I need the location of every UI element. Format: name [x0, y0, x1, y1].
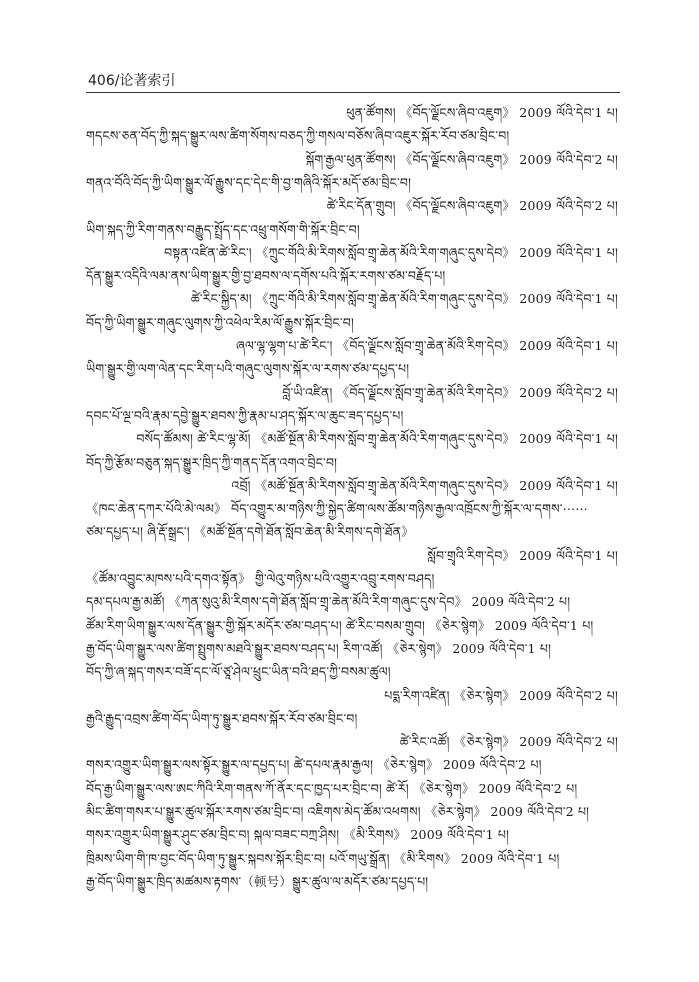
citation-line: བློ་ཡི་འཛིན། 《བོད་ལྗོངས་སློབ་གྲྭ་ཆེན་མོའི་རིག་དེབ》 2009 ལོའི་དེབ་2 པ།	[282, 384, 618, 400]
citation-line: བསྟན་འཛིན་ཚེ་རིང་། 《ཀྲུང་གོའི་མི་རིགས་སློབ་གྲྭ་ཆེན་མོའི་རིག་གཞུང་དུས་དེབ》 2009 ལོའི་དེབ་1 པ།	[164, 244, 618, 260]
entry-title-line: བོད་ཀྱི་རྩོམ་བཅུན་སྐད་སྒྱུར་ཁྲིད་ཀྱི་གནད་དོན་འགའ་བྲིང་བ།	[86, 454, 338, 470]
citation-line: ཕུན་ཚོགས། 《བོད་ལྗོངས་ཞིབ་འཇུག》 2009 ལོའི་དེབ་1 པ།	[346, 105, 618, 120]
section-title: 论著索引	[119, 73, 176, 89]
citation-line: བསོད་ཚོམས། ཚེ་རིང་ལྷ་མོ། 《མཚོ་སྔོན་མི་རིགས་སློབ་གྲྭ་ཆེན་མོའི་རིག་གཞུང་དུས་དེབ》 2009 ལོའི་དེབ་1 པ།	[136, 431, 618, 447]
entry-title-line: གསར་འགྱུར་ཡིག་སྒྱུར་ལས་སྟོར་སྒྱུར་ལ་དཔྱད་པ། ཚེ་དཔལ་རྣམ་རྒྱལ། 《ཅེར་སྙེག》 2009 ལོའི་དེབ་2 པ།	[86, 757, 542, 773]
entry-title-line: རྒྱ་བོད་ཡིག་སྒྱུར་ལས་ཚིག་སྤྲུགས་མཐའི་སྒྱུར་ཐབས་བཤད་པ། རིག་འཚོ། 《ཅེར་སྙེག》 2009 ལོའི་དེབ་1 པ།	[86, 640, 552, 656]
entry-title-line: རྒྱ་བོད་ཡིག་སྒྱུར་ཁྲིད་མཚམས་རྟགས་（顿号）སྒྱུར་ཚུལ་ལ་མདོར་ཙམ་དཔྱད་པ།	[86, 873, 429, 889]
entry-title-line: གསར་འགྱུར་ཡིག་སྒྱུར་ཤུང་ཙམ་བྲིང་བ། སྐལ་བཟང་བཀྲ་ཤིས། 《མི་རིགས》 2009 ལོའི་དེབ་1 པ།	[86, 827, 510, 843]
citation-line: འབྲོ། 《མཚོ་སྔོན་མི་རིགས་སློབ་གྲྭ་ཆེན་མོའི་རིག་གཞུང་དུས་དེབ》 2009 ལོའི་དེབ་1 པ།	[231, 477, 618, 493]
citation-line: ཞལ་ལྷ་ལྷག་པ་ཚེ་རིང་། 《བོད་ལྗོངས་སློབ་གྲྭ་ཆེན་མོའི་རིག་དེབ》 2009 ལོའི་དེབ་1 པ།	[236, 338, 618, 353]
entry-title-line: དམ་དཔལ་རྒྱ་མཚོ། 《ཀན་སུའུ་མི་རིགས་དགེ་ཐོན་སློབ་གྲྭ་ཆེན་མོའི་རིག་གཞུང་དུས་དེབ》 2009 ལོའི་དེབ་2 པ།	[86, 594, 571, 610]
page-number: 406	[88, 73, 115, 89]
citation-line: ཚེ་རིང་སྐྱིད་མ། 《ཀྲུང་གོའི་མི་རིགས་སློབ་གྲྭ་ཆེན་མོའི་རིག་གཞུང་དུས་དེབ》 2009 ལོའི་དེབ་1 པ།	[190, 291, 618, 307]
entry-title-line: དོན་སྒྱུར་འདིའི་ལམ་ནས་ཡིག་སྒྱུར་གྱི་བྱ་ཐབས་ལ་དགོས་པའི་སྐོར་རགས་ཙམ་བརྗོད་པ།	[86, 268, 446, 284]
entry-title-line: 《ཚོམ་འབྱུང་མཁས་པའི་དགའ་སྟོན》 གྱི་ལེའུ་གཉིས་པའི་འགྱུར་འབྲུ་རགས་བཤད།	[86, 571, 435, 586]
entry-title-line: བོད་ཀྱི་ཞ་སྐད་གསར་བཟོ་དང་ལོ་ཙཱ་ཤེལ་ཕྲུང་ཡིན་བའི་ཐད་ཀྱི་བསམ་ཚུལ།	[86, 664, 391, 680]
citation-line: པདྨ་རིག་འཛིན། 《ཅེར་སྙེག》 2009 ལོའི་དེབ་2 པ།	[384, 687, 618, 703]
citation-line: སློབ་གྲྭའི་རིག་དེབ》 2009 ལོའི་དེབ་1 པ།	[427, 547, 618, 563]
header-rule	[86, 92, 620, 93]
entry-title-line: བོད་རྒྱ་ཡིག་སྒྱུར་ལས་ཨང་ཀིའི་རིག་གནས་ཀོ་ནོར་དང་ཁྱད་པར་བྲིང་བ། ཚེ་རོ། 《ཅེར་སྙེག》 2009 ལོའི་དེབ་2 པ།	[86, 780, 578, 796]
entry-title-line: ཙམ་དཔྱད་པ། ཞི་རྡོ་སྒྲང་། 《མཚོ་སྔོན་དགེ་ཐོན་སློབ་ཆེན་མི་རིགས་དགེ་ཐོན》	[86, 524, 414, 540]
entry-title-line: རྒྱའི་རྒྱུད་འབྲས་ཚིག་བོད་ཡིག་ཏུ་སྒྱུར་ཐབས་སྐོར་རོབ་ཙམ་བྲིང་བ།	[86, 710, 358, 726]
citation-line: སྐོག་རྒྱལ་ཕུན་ཚོགས། 《བོད་ལྗོངས་ཞིབ་འཇུག》 2009 ལོའི་དེབ་2 པ།	[305, 151, 618, 167]
entry-title-line: གནའ་བོའི་བོད་ཀྱི་ཡིག་སྒྱུར་ལོ་རྒྱུས་དང་དེང་གི་བྱ་གཞིའི་སྐོར་མདོ་ཙམ་བྲིང་བ།	[86, 174, 412, 190]
entry-title-line: ཡིག་སྐད་ཀྱི་རིག་གནས་བརྒྱུད་སྤྲོད་དང་འཕྲུ་གསོག་གི་སྐོར་བྲིང་བ།	[86, 221, 360, 237]
running-header: 406/论著索引	[88, 73, 176, 89]
citation-line: ཚེ་རིང་དོན་གྲུབ། 《བོད་ལྗོངས་ཞིབ་འཇུག》 2009 ལོའི་དེབ་2 པ།	[326, 198, 618, 214]
citation-line: ཚེ་རིང་འཚོ། 《ཅེར་སྙེག》 2009 ལོའི་དེབ་2 པ།	[399, 734, 618, 750]
entry-title-line: བོད་ཀྱི་ཡིག་སྒྱུར་གཞུང་ལུགས་ཀྱི་འཕེལ་རིམ་ལོ་རྒྱུས་སྐོར་བྲིང་བ།	[86, 314, 354, 330]
entry-title-line: གདངས་ཅན་བོད་ཀྱི་སྐད་སྒྱུར་ལས་ཚིག་སོགས་བཅད་ཀྱི་གསལ་བཅོས་ཞིབ་འཇུར་སྐོར་རོབ་ཙམ་བྲིང་བ།	[86, 128, 510, 144]
entry-title-line: ཚོམ་རིག་ཡིག་སྒྱུར་ལས་དོན་སྒྱུར་གྱི་སྐོར་མདོར་ཙམ་བཤད་པ། ཚེ་རིང་བསམ་གྲུབ། 《ཅེར་སྙེག》 2009 ལོའི་དེབ་1 པ།	[86, 617, 594, 633]
entry-title-line: 《ཁང་ཆེན་དཀར་པོའི་མེ་ལམ》 བོད་འགྱུར་མ་གཉིས་ཀྱི་སྐྱེད་ཚིག་ལས་ཚོམ་གཉིས་རྒྱལ་འཁྲོངས་ཀྱི་སྐོར་ལ་དགས་⋯⋯	[86, 501, 588, 517]
entry-title-line: དབང་པོ་ལྔ་བའི་རྣམ་དབྱེ་སྒྱུར་ཐབས་ཀྱི་རྣམ་པ་ཤད་སྐོར་ལ་ཆུང་ཟད་དཔྱད་པ།	[86, 407, 404, 423]
entry-title-line: ཁྲིམས་ཡིག་གི་ཁ་བྱང་བོད་ཡིག་ཏུ་སྒྱུར་སྐབས་སྐོར་བྲིང་བ། པའོ་གཡུ་སྒྲོན། 《མི་རིགས》 2009 ལོའི་དེབ་1 པ།	[86, 850, 560, 866]
entry-title-line: ཡིག་སྒྱུར་གྱི་ལག་ལེན་དང་རིག་པའི་གཞུང་ལུགས་སྐོར་ལ་རགས་ཙམ་དཔྱད་པ།	[86, 361, 410, 377]
entry-title-line: མིང་ཚིག་གསར་པ་སྒྱུར་ཚུལ་སྐོར་རགས་ཙམ་བྲིང་བ། འཇིགས་མེད་ཚོམ་འཕགས། 《ཅེར་སྙེག》 2009 ལོའི་དེབ་2 པ།	[86, 804, 590, 819]
